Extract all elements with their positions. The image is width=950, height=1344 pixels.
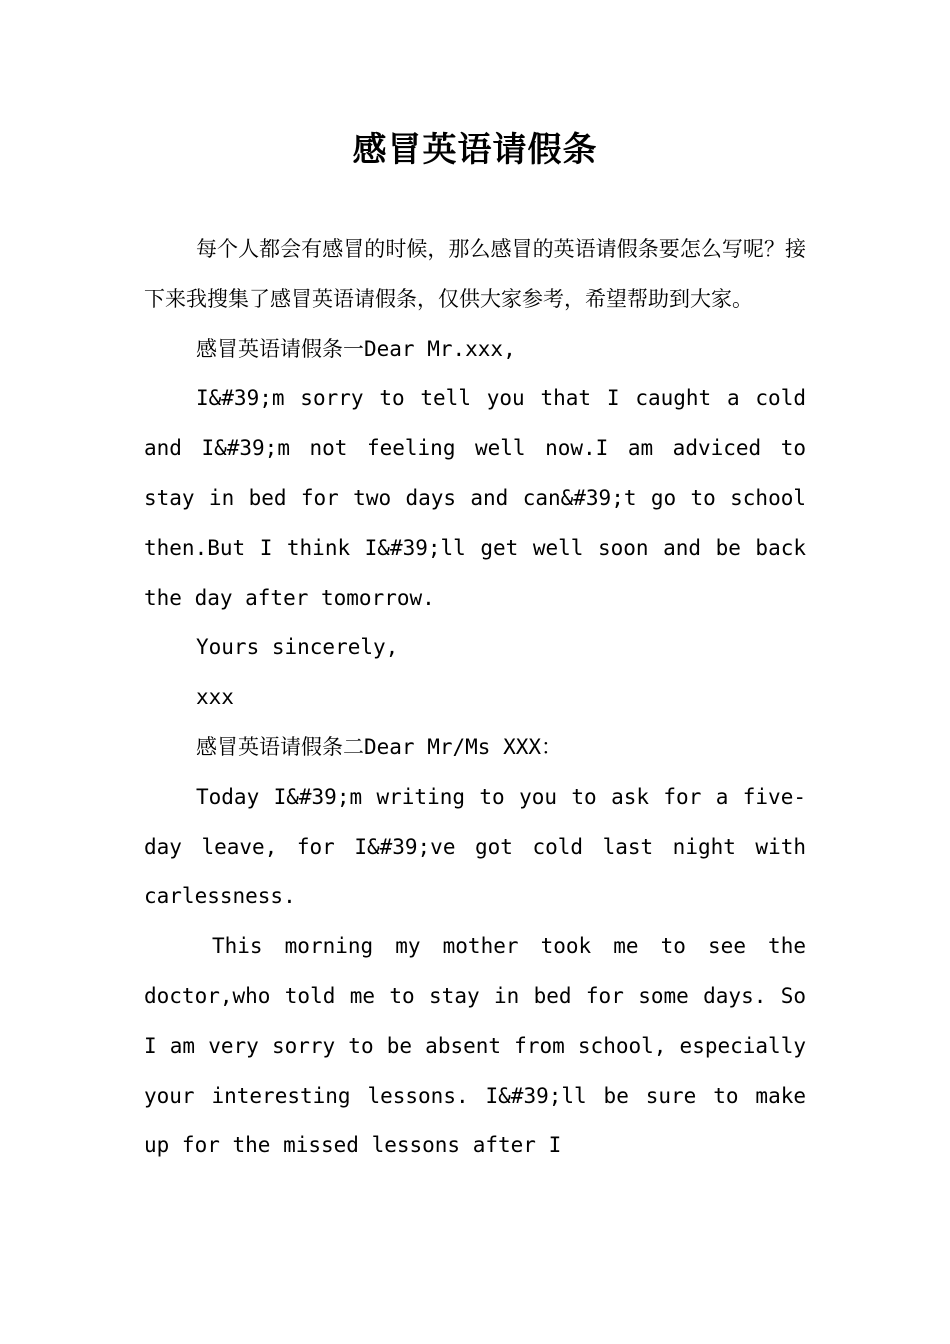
- letter-one-heading: 感冒英语请假条一Dear Mr.xxx,: [196, 336, 516, 361]
- letter-two-heading: 感冒英语请假条二Dear Mr/Ms XXX：: [196, 734, 563, 759]
- letter-two-body-2: This morning my mother took me to see the doctor,who told me to stay in bed for some days. So I am very sorry to be absent from school, especially your interesting lessons. I&#39;ll be sure to make up for the missed lessons after I: [144, 934, 806, 1158]
- intro-paragraph: 每个人都会有感冒的时候，那么感冒的英语请假条要怎么写呢？接下来我搜集了感冒英语请假条，仅供大家参考，希望帮助到大家。: [144, 237, 806, 311]
- document-body: [144, 225, 806, 1171]
- document-title: 感冒英语请假条: [352, 130, 598, 170]
- letter-two-body-1: Today I&#39;m writing to you to ask for a five-day leave, for I&#39;ve got cold last night with carlessness.: [144, 784, 806, 909]
- letter-one-signature: xxx: [196, 685, 234, 710]
- letter-one-closing: Yours sincerely,: [196, 635, 399, 660]
- letter-one-body: I&#39;m sorry to tell you that I caught a cold and I&#39;m not feeling well now.I am adviced to stay in bed for two days and can&#39;t go to school then.But I think I&#39;ll get well soon and be back the day after tomorrow.: [144, 386, 806, 610]
